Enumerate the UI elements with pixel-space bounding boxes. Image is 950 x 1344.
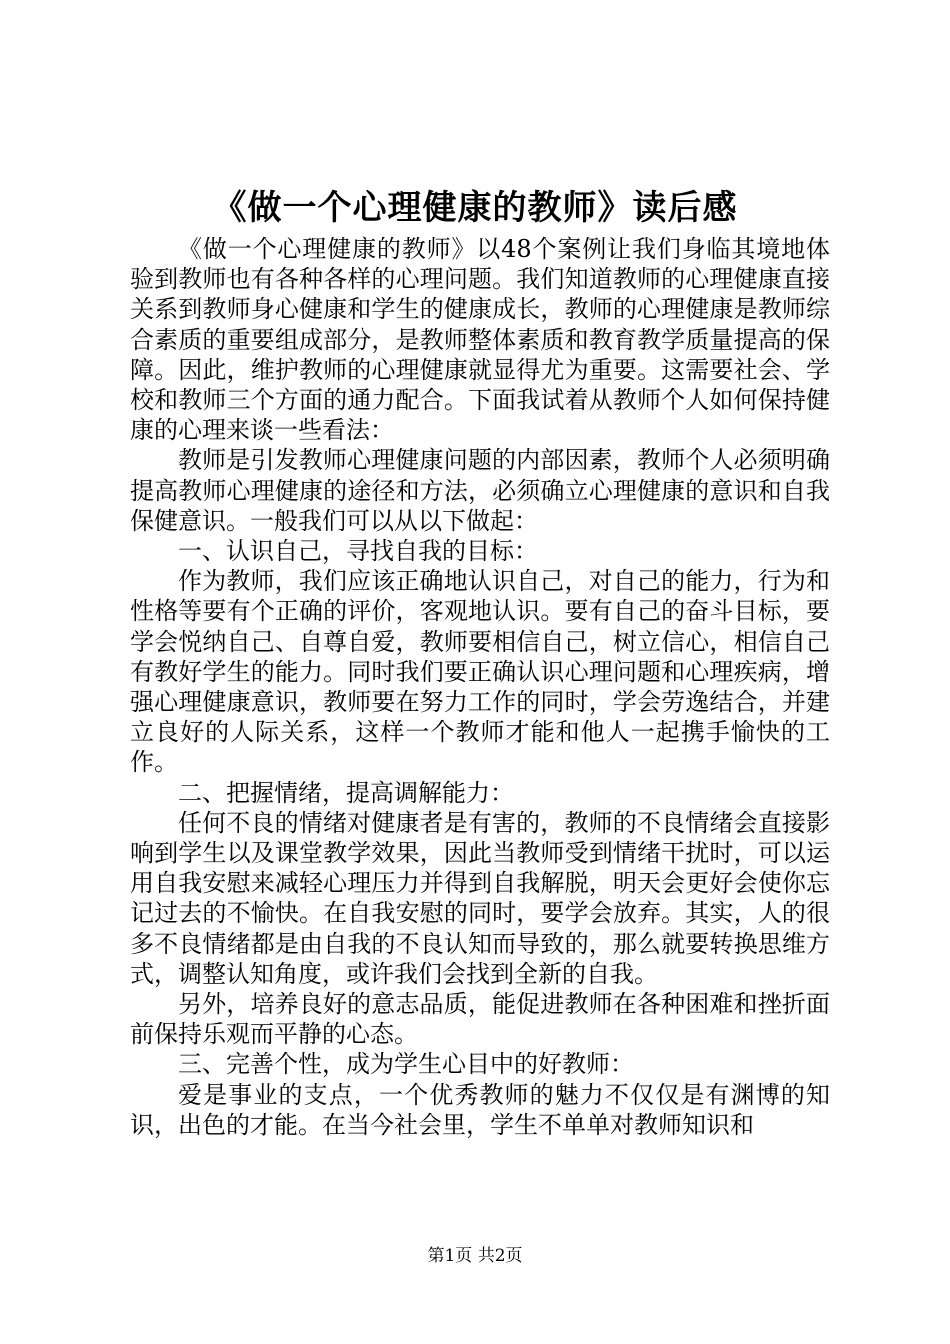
paragraph-love: 爱是事业的支点，一个优秀教师的魅力不仅仅是有渊博的知识，出色的才能。在当今社会里，学生不单单对教师知识和 bbox=[130, 1080, 830, 1139]
page-footer: 第1页 共2页 bbox=[427, 1246, 523, 1266]
document-title: 《做一个心理健康的教师》读后感 bbox=[212, 188, 738, 228]
document-body bbox=[130, 234, 830, 1140]
paragraph-willpower: 另外，培养良好的意志品质，能促进教师在各种困难和挫折面前保持乐观而平静的心态。 bbox=[130, 990, 830, 1049]
section-heading-1: 一、认识自己，寻找自我的目标： bbox=[178, 537, 538, 566]
paragraph-know-yourself: 作为教师，我们应该正确地认识自己，对自己的能力，行为和性格等要有个正确的评价，客观地认识。要有自己的奋斗目标，要学会悦纳自己、自尊自爱，教师要相信自己，树立信心，相信自己有教好学生的能力。同时我们要正确认识心理问题和心理疾病，增强心理健康意识，教师要在努力工作的同时，学会劳逸结合，并建立良好的人际关系，这样一个教师才能和他人一起携手愉快的工作。 bbox=[130, 567, 830, 777]
section-heading-3: 三、完善个性，成为学生心目中的好教师： bbox=[178, 1050, 634, 1079]
paragraph-emotions: 任何不良的情绪对健康者是有害的，教师的不良情绪会直接影响到学生以及课堂教学效果，因此当教师受到情绪干扰时，可以运用自我安慰来减轻心理压力并得到自我解脱，明天会更好会使你忘记过去的不愉快。在自我安慰的同时，要学会放弃。其实，人的很多不良情绪都是由自我的不良认知而导致的，那么就要转换思维方式，调整认知角度，或许我们会找到全新的自我。 bbox=[130, 808, 830, 988]
paragraph-intro: 《做一个心理健康的教师》以48个案例让我们身临其境地体验到教师也有各种各样的心理问题。我们知道教师的心理健康直接关系到教师身心健康和学生的健康成长，教师的心理健康是教师综合素质的重要组成部分，是教师整体素质和教育教学质量提高的保障。因此，维护教师的心理健康就显得尤为重要。这需要社会、学校和教师三个方面的通力配合。下面我试着从教师个人如何保持健康的心理来谈一些看法： bbox=[130, 235, 830, 445]
paragraph-internal-factors: 教师是引发教师心理健康问题的内部因素，教师个人必须明确提高教师心理健康的途径和方法，必须确立心理健康的意识和自我保健意识。一般我们可以从以下做起： bbox=[130, 446, 830, 535]
section-heading-2: 二、把握情绪，提高调解能力： bbox=[178, 778, 514, 807]
